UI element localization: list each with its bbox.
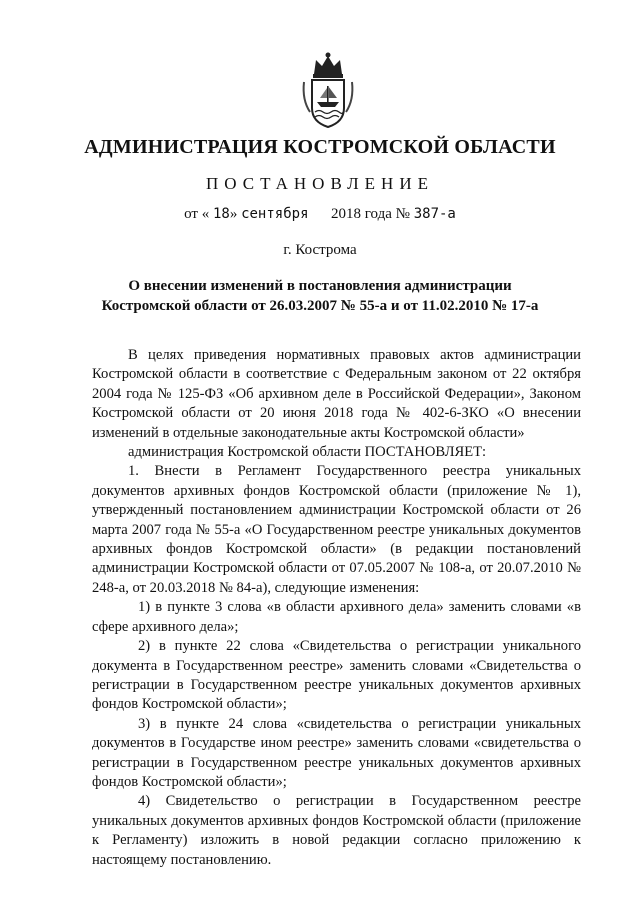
document-type: ПОСТАНОВЛЕНИЕ — [205, 174, 434, 193]
date-year: 2018 года № — [331, 206, 410, 222]
date-prefix: от « — [184, 206, 210, 222]
coat-of-arms-emblem — [300, 50, 356, 130]
document-number: 387-а — [413, 206, 456, 222]
date-month: сентября — [241, 206, 309, 222]
subject-line-2: Костромской области от 26.03.2007 № 55-а и от 11.02.2010 № 17-а — [101, 298, 539, 314]
date-mid: » — [229, 206, 238, 222]
paragraph-item-1: 1. Внести в Регламент Государственного реестра уникальных документов архивных фондов Костромской области (приложение № 1), утвержденный постановлением администрации Костромской области от 26 марта 2007 года № 55-а «О Государственном реестре уникальных документов архивных фондов Костромской области» (в редакции постановлений администрации Костромской области от 07.05.2007 № 108-а, от 20.07.2010 № 248-а, от 20.03.2018 № 84-а), следующие изменения: — [92, 463, 581, 596]
paragraph-subitem-4: 4) Свидетельство о регистрации в Государственном реестре уникальных документов архивных фондов Костромской области (приложение к Регламенту) изложить в новой редакции согласно приложению к настоящему постановлению. — [92, 793, 581, 868]
paragraph-subitem-2: 2) в пункте 22 слова «Свидетельства о регистрации уникального документа в Государственном реестре» заменить словами «Свидетельства о регистрации в Государственном реестре уникальных документов архивных фондов Костромской области»; — [92, 638, 581, 713]
paragraph-subitem-3: 3) в пункте 24 слова «свидетельства о регистрации уникальных документов в Государстве ином реестре» заменить словами «свидетельства о регистрации в Государственном реестре уникальных документов архивных фондов Костромской области»; — [92, 715, 581, 790]
document-body — [92, 346, 581, 870]
subject-line-1: О внесении изменений в постановления администрации — [128, 278, 512, 294]
date-day: 18 — [212, 206, 230, 222]
subject-heading — [0, 276, 640, 316]
paragraph-subitem-1: 1) в пункте 3 слова «в области архивного дела» заменить словами «в сфере архивного дела»; — [92, 599, 581, 635]
organization-title: АДМИНИСТРАЦИЯ КОСТРОМСКОЙ ОБЛАСТИ — [84, 136, 556, 158]
city: г. Кострома — [283, 242, 357, 258]
paragraph-resolves: администрация Костромской области ПОСТАНОВЛЯЕТ: — [128, 444, 487, 461]
date-line — [0, 206, 640, 223]
paragraph-preamble: В целях приведения нормативных правовых актов администрации Костромской области в соответствие с Федеральным законом от 22 октября 2004 года № 125-ФЗ «Об архивном деле в Российской Федерации», Законом Костромской области от 20 июня 2018 года № 402-6-ЗКО «О внесении изменений в отдельные законодательные акты Костромской области» — [92, 347, 581, 441]
